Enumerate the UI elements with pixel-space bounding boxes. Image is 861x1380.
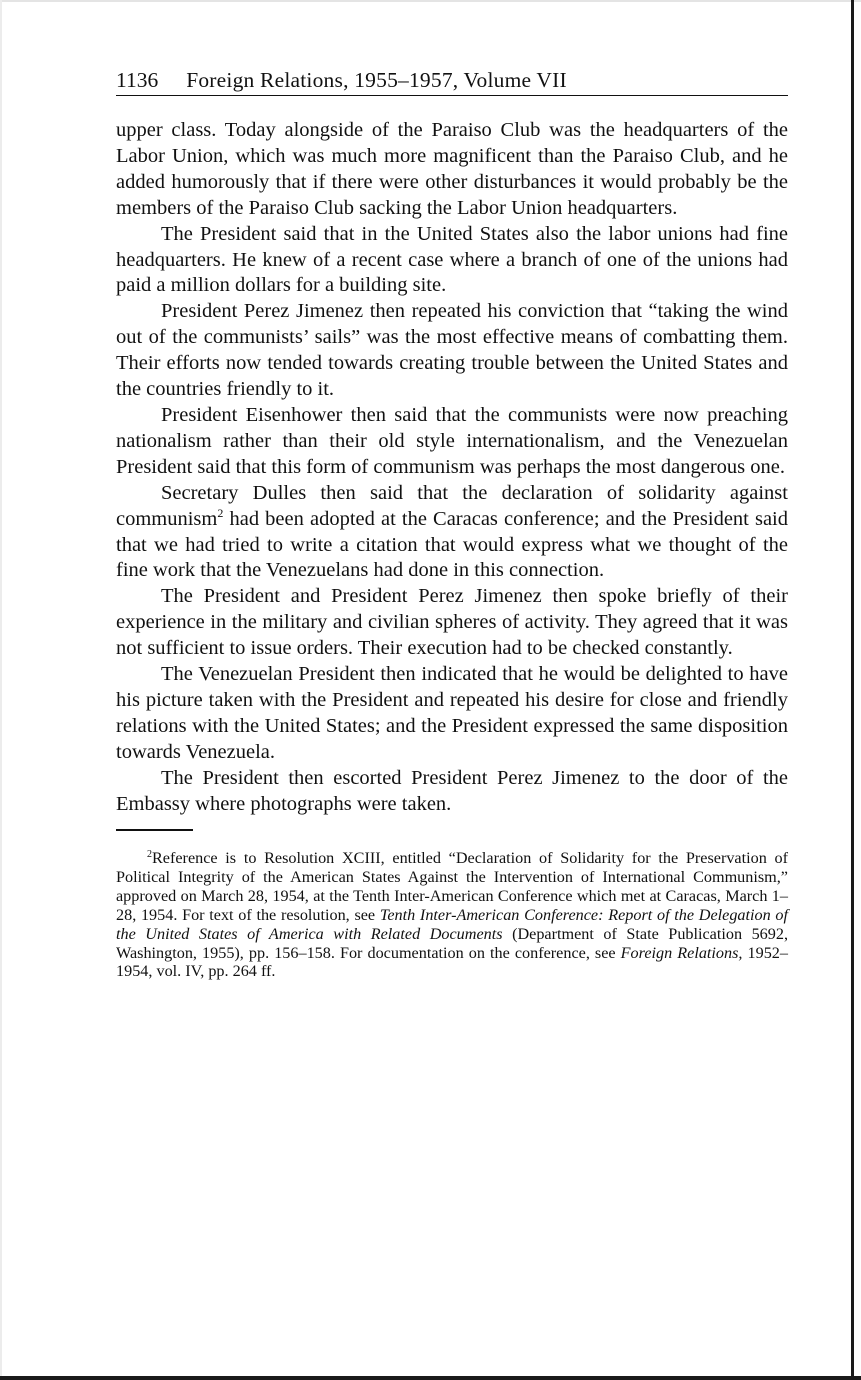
- scan-border-bottom: [0, 1376, 861, 1380]
- footnote-text: Reference is to Resolution XCIII, entitled “Declaration of Solidarity for the Preservation of Political Integrity of the American States Against the Intervention of International Communism,” approved on March 28, 1954, at the Tenth Inter-American Conference which met at Caracas, March 1–28, 1954. For text of the resolution, see: [116, 848, 788, 924]
- paragraph: upper class. Today alongside of the Paraiso Club was the headquarters of the Labor Union, which was much more magnificent than the Paraiso Club, and he added humorously that if there were other disturbances it would probably be the members of the Paraiso Club sacking the Labor Union headquarters.: [116, 119, 788, 219]
- footnote-number: 2: [147, 848, 152, 860]
- paragraph: [116, 481, 788, 585]
- paragraph: President Eisenhower then said that the communists were now preaching nationalism rather than their old style internationalism, and the Venezuelan President said that this form of communism was perhaps the most dangerous one.: [116, 403, 788, 478]
- paragraph: The President said that in the United States also the labor unions had fine headquarters. He knew of a recent case where a branch of one of the unions had paid a million dollars for a building site.: [116, 222, 788, 297]
- footnotes: [116, 849, 788, 981]
- scan-border-right: [851, 0, 854, 1380]
- paragraph-text: Secretary Dulles then said that the declaration of solidarity against communism: [116, 481, 788, 530]
- body-text: [116, 118, 788, 817]
- footnote-citation-title: Foreign Relations,: [620, 943, 743, 962]
- footnote-divider: [116, 829, 193, 831]
- document-page: [116, 66, 788, 981]
- running-title: Foreign Relations, 1955–1957, Volume VII: [186, 68, 567, 92]
- footnote-reference: 2: [217, 505, 224, 520]
- footnote-citation-title: Tenth Inter-American Conference: Report of the Delegation of the United States of America with Related Documents: [116, 905, 788, 943]
- paragraph: President Perez Jimenez then repeated his conviction that “taking the wind out of the communists’ sails” was the most effective means of combatting them. Their efforts now tended towards creating trouble between the United States and the countries friendly to it.: [116, 300, 788, 401]
- paragraph-text: had been adopted at the Caracas conference; and the President said that we had tried to write a citation that would express what we thought of the fine work that the Venezuelans had done in this connection.: [116, 507, 788, 582]
- footnote-text: 1952–1954, vol. IV, pp. 264 ff.: [116, 943, 788, 981]
- paragraph: The President and President Perez Jimenez then spoke briefly of their experience in the military and civilian spheres of activity. They agreed that it was not sufficient to issue orders. Their execution had to be checked constantly.: [116, 585, 788, 660]
- paragraph: The Venezuelan President then indicated that he would be delighted to have his picture taken with the President and repeated his desire for close and friendly relations with the United States; and the President expressed the same disposition towards Venezuela.: [116, 663, 788, 763]
- footnote: [116, 849, 788, 981]
- scan-border-left: [0, 0, 2, 1380]
- running-header: [116, 66, 788, 96]
- paragraph: The President then escorted President Perez Jimenez to the door of the Embassy where photographs were taken.: [116, 766, 788, 815]
- scan-border-top: [0, 0, 861, 2]
- footnote-text: (Department of State Publication 5692, Washington, 1955), pp. 156–158. For documentation on the conference, see: [116, 924, 789, 962]
- page-number: 1136: [116, 68, 159, 92]
